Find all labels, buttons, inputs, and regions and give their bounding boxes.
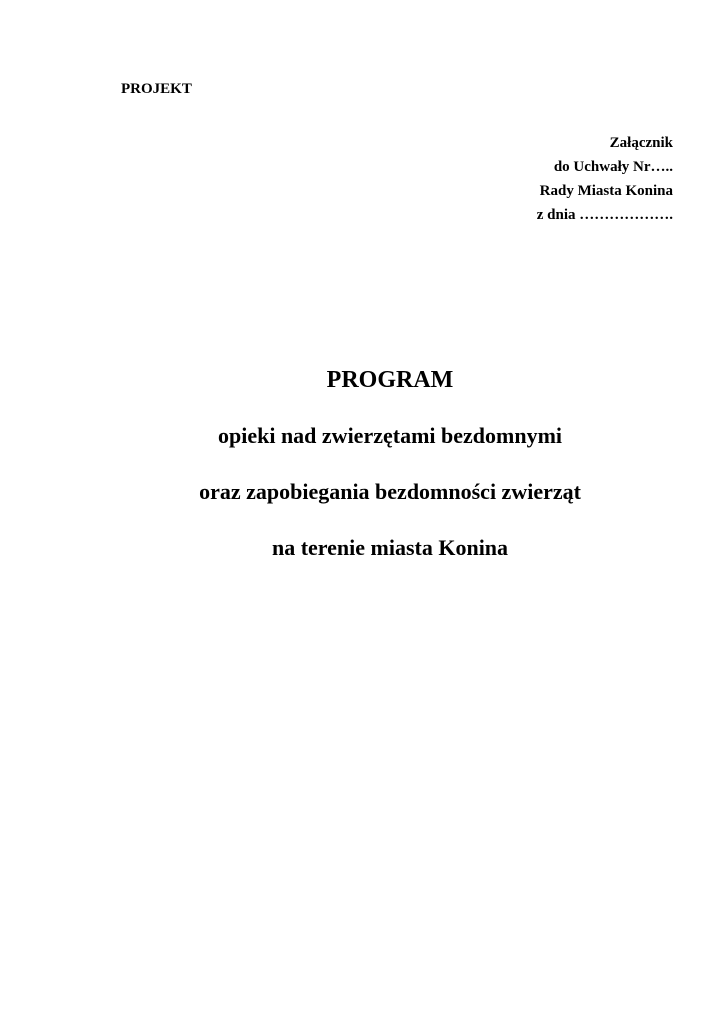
annex-title: Załącznik [609,135,673,151]
draft-label: PROJEKT [121,81,192,97]
program-subtitle-line-2: oraz zapobiegania bezdomności zwierząt [199,479,581,504]
annex-block [537,131,673,227]
annex-date: z dnia ………………. [536,207,673,223]
program-title-block [0,362,724,566]
program-subtitle-line-1: opieki nad zwierzętami bezdomnymi [217,423,563,448]
program-title: PROGRAM [326,367,454,393]
annex-resolution-number: do Uchwały Nr….. [553,159,673,175]
program-subtitle-line-3: na terenie miasta Konina [271,535,509,560]
annex-council: Rady Miasta Konina [539,183,673,199]
